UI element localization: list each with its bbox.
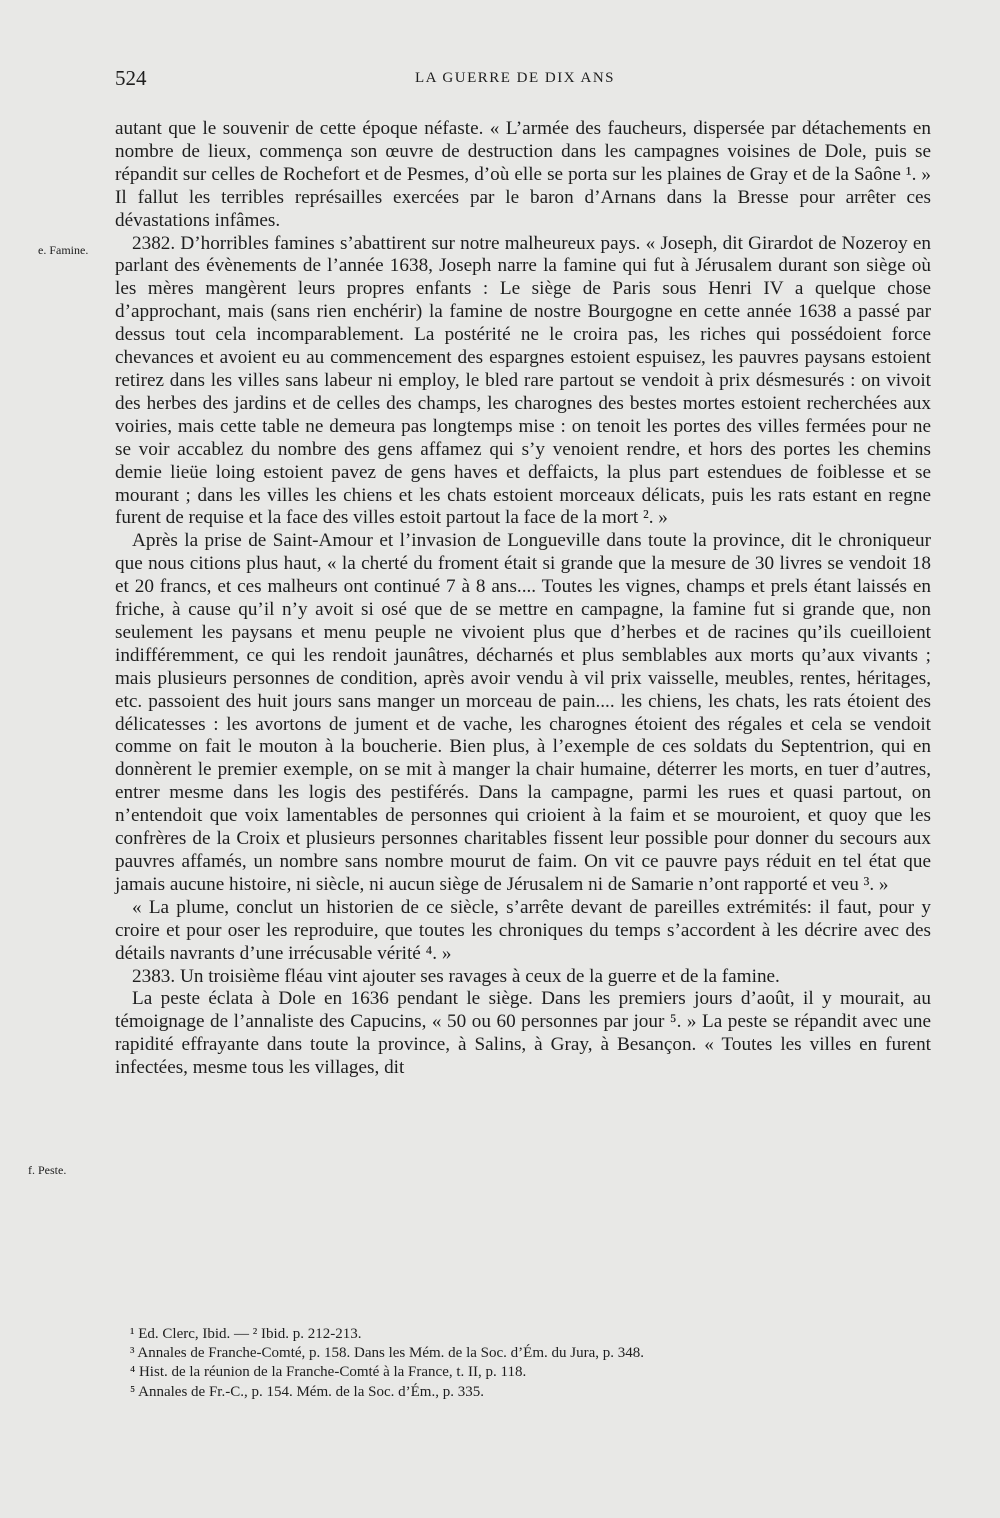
paragraph-3: Après la prise de Saint-Amour et l’invasion de Longueville dans toute la province, dit le chroniqueur que nous citions plus haut, « la cherté du froment était si grande que la mesure de 30 livres se vendoit 18 et 20 francs, et ces malheurs ont continué 7 à 8 ans.... Toutes les vignes, champs et prels étant laissés en friche, à cause qu’il n’y avoit si osé que de se mettre en campagne, la famine fut si grande que, non seulement les paysans et menu peuple ne vivoient plus que d’herbes et de racines qu’ils cueilloient indifféremment, ce qui les rendoit jaunâtres, décharnés et plus semblables aux morts qu’aux vivants ; mais plusieurs personnes de condition, après avoir vendu à vil prix vaisselle, meubles, rentes, héritages, etc. passoient des huit jours sans manger un morceau de pain.... les chiens, les chats, les rats étoient des délicatesses : les avortons de jument et de vache, les charognes étoient des régales et cela se vendoit comme on fait le mouton à la boucherie. Bien plus, à l’exemple de ces soldats du Septentrion, qui en donnèrent le premier exemple, on se mit à manger la chair humaine, déterrer les morts, en tuer d’autres, entrer mesme dans les logis des pestiférés. Dans la campagne, parmi les rues et quasi partout, on n’entendoit que voix lamentables de personnes qui crioient à la faim et se mouroient, et quoy que les confrères de la Croix et plusieurs personnes charitables fissent leur possible pour donner du secours aux pauvres affamés, un nombre sans nombre mourut de faim. On vit ce pauvre pays réduit en tel état que jamais aucune histoire, ni siècle, ni aucun siège de Jérusalem ni de Samarie n’ont rapporté et veu ³. »	[115, 530, 931, 895]
running-title: LA GUERRE DE DIX ANS	[415, 70, 616, 86]
main-text	[115, 118, 931, 1080]
paragraph-6: La peste éclata à Dole en 1636 pendant le siège. Dans les premiers jours d’août, il y mourait, au témoignage de l’annaliste des Capucins, « 50 ou 60 personnes par jour ⁵. » La peste se répandit avec une rapidité effrayante dans toute la province, à Salins, à Gray, à Besançon. « Toutes les villes en furent infectées, mesme tous les villages, dit	[115, 988, 931, 1079]
marginal-note-famine: e. Famine.	[38, 243, 89, 257]
page-number: 524	[115, 66, 147, 90]
page-header	[115, 66, 930, 96]
marginal-note-peste: f. Peste.	[28, 1163, 67, 1177]
footnote-3: ³ Annales de Franche-Comté, p. 158. Dans les Mém. de la Soc. d’Ém. du Jura, p. 348.	[130, 1345, 644, 1362]
paragraph-1: autant que le souvenir de cette époque néfaste. « L’armée des faucheurs, dispersée par détachements en nombre de lieux, commença son œuvre de destruction dans les campagnes voisines de Dole, puis se répandit sur celles de Rochefort et de Pesmes, d’où elle se porta sur les plaines de Gray et de la Saône ¹. » Il fallut les terribles représailles exercées par le baron d’Arnans dans la Bresse pour arrêter ces dévastations infâmes.	[115, 118, 931, 231]
footnote-4: ⁴ Hist. de la réunion de la Franche-Comté à la France, t. II, p. 118.	[130, 1364, 527, 1381]
paragraph-4: « La plume, conclut un historien de ce siècle, s’arrête devant de pareilles extrémités: il faut, pour y croire et pour oser les reproduire, que toutes les chroniques du temps s’accordent à les décrire avec des détails navrants d’une irrécusable vérité ⁴. »	[115, 896, 931, 964]
footnote-5: ⁵ Annales de Fr.-C., p. 154. Mém. de la Soc. d’Ém., p. 335.	[130, 1383, 484, 1400]
paragraph-2: 2382. D’horribles famines s’abattirent sur notre malheureux pays. « Joseph, dit Girardot de Nozeroy en parlant des évènements de l’année 1638, Joseph narre la famine qui fut à Jérusalem durant son siège où les mères mangèrent leurs propres enfants : Le siège de Paris sous Henri IV a quelque chose d’approchant, mais (sans rien enchérir) la famine de nostre Bourgogne en cette année 1638 a passé par dessus tout cela incomparablement. La postérité ne le croira pas, les riches qui possédoient force chevances et avoient eu au commencement des espargnes estoient espuisez, les pauvres paysans estoient retirez dans les villes sans labeur ni employ, le bled rare partout se vendoit à prix désmesurés : on vivoit des herbes des jardins et de celles des champs, les charognes des bestes mortes estoient recherchées aux voiries, mais cette table ne demeura pas longtemps mise : on tenoit les portes des villes fermées pour ne se voir accablez du nombre des gens affamez qui s’y venoient rendre, et hors des portes les chemins demie lieüe loing estoient pavez de gens haves et deffaicts, la plus part estendues de foiblesse et se mourant ; dans les villes les chiens et les chats estoient morceaux délicats, puis les rats estant en regne furent de requise et la face des villes estoit partout la face de la mort ². »	[115, 232, 931, 529]
paragraph-5: 2383. Un troisième fléau vint ajouter ses ravages à ceux de la guerre et de la famine.	[132, 965, 780, 987]
footnotes	[130, 1325, 930, 1402]
footnote-1: ¹ Ed. Clerc, Ibid. — ² Ibid. p. 212-213.	[130, 1326, 362, 1342]
